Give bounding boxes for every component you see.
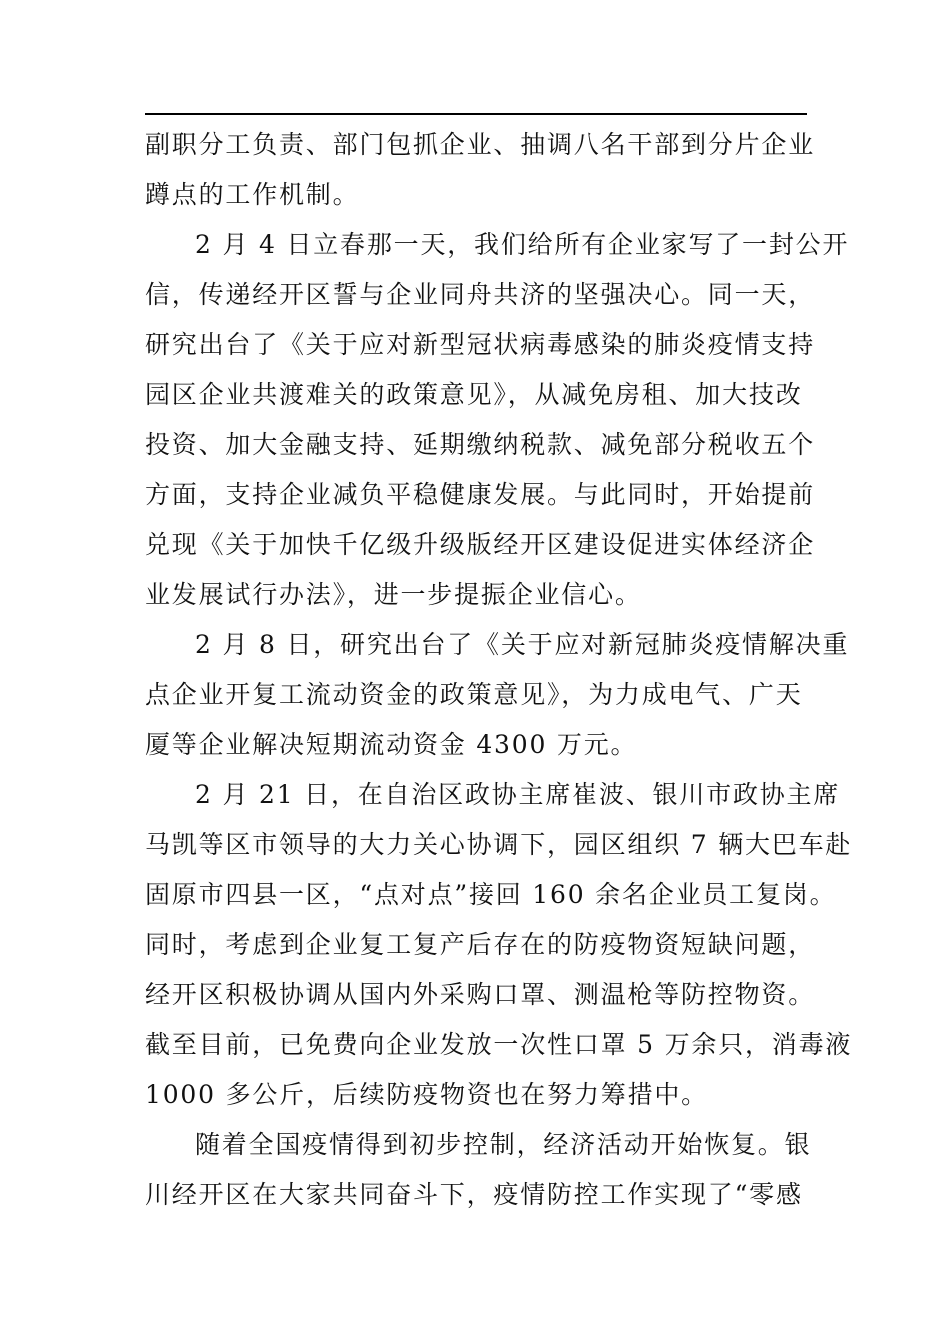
text-line: 点企业开复工流动资金的政策意见》，为力成电气、广天 [145,680,803,709]
text-line: 同时，考虑到企业复工复产后存在的防疫物资短缺问题， [145,930,816,959]
text-line: 副职分工负责、部门包抓企业、抽调八名干部到分片企业 [145,130,816,159]
paragraph-start-line: 随着全国疫情得到初步控制，经济活动开始恢复。银 [195,1130,812,1159]
document-body [145,120,853,1220]
text-line: 经开区积极协调从国内外采购口罩、测温枪等防控物资。 [145,980,816,1009]
text-line: 厦等企业解决短期流动资金 4300 万元。 [145,730,638,759]
paragraph-start-line: 2 月 21 日，在自治区政协主席崔波、银川市政协主席 [195,780,841,809]
text-line: 投资、加大金融支持、延期缴纳税款、减免部分税收五个 [145,430,816,459]
paragraph-start-line: 2 月 8 日，研究出台了《关于应对新冠肺炎疫情解决重 [195,630,850,659]
text-line: 蹲点的工作机制。 [145,180,360,209]
text-line: 业发展试行办法》，进一步提振企业信心。 [145,580,642,609]
paragraph-start-line: 2 月 4 日立春那一天，我们给所有企业家写了一封公开 [195,230,850,259]
text-line: 1000 多公斤，后续防疫物资也在努力筹措中。 [145,1080,708,1109]
text-line: 方面，支持企业减负平稳健康发展。与此同时，开始提前 [145,480,816,509]
text-line: 园区企业共渡难关的政策意见》，从减免房租、加大技改 [145,380,803,409]
text-line: 固原市四县一区，“点对点”接回 160 余名企业员工复岗。 [145,880,837,909]
text-line: 信，传递经开区誓与企业同舟共济的坚强决心。同一天， [145,280,816,309]
text-line: 兑现《关于加快千亿级升级版经开区建设促进实体经济企 [145,530,816,559]
header-rule [145,113,807,115]
text-line: 马凯等区市领导的大力关心协调下，园区组织 7 辆大巴车赴 [145,830,853,859]
text-line: 川经开区在大家共同奋斗下，疫情防控工作实现了“零感 [145,1180,803,1209]
text-line: 研究出台了《关于应对新型冠状病毒感染的肺炎疫情支持 [145,330,816,359]
text-line: 截至目前，已免费向企业发放一次性口罩 5 万余只，消毒液 [145,1030,853,1059]
